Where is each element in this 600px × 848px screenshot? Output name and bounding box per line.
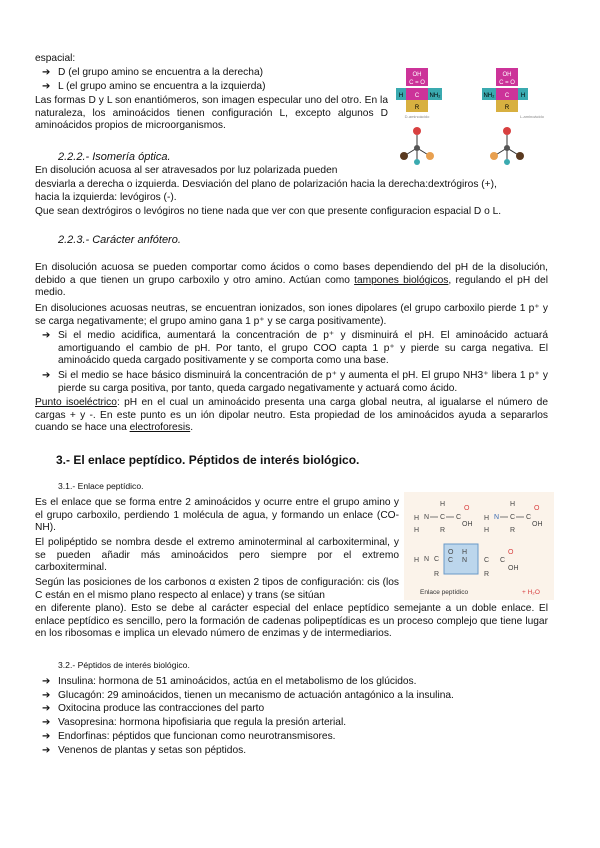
acid-medium-bullet: Si el medio acidifica, aumentará la concentración de p⁺ y disminuirá el pH. El aminoácido actuará amortiguando el cambio de pH. Por tanto, el grupo COO capta 1 p⁺ y pierde su carga negativa. El aminoácido queda cargado positivamente y se comporta como una base. [58, 330, 548, 367]
bullet-l: L (el grupo amino se encuentra a la izquierda) [58, 81, 266, 92]
peptide-item: Endorfinas: péptidos que funcionan como neurotransmisores. [58, 731, 336, 742]
peptide-item: Venenos de plantas y setas son péptidos. [58, 745, 247, 756]
svg-text:H: H [462, 549, 468, 556]
svg-text:C: C [510, 514, 516, 521]
oh-label: OH [412, 72, 422, 78]
svg-text:N: N [494, 514, 500, 521]
peptide-item: Insulina: hormona de 51 aminoácidos, actúa en el metabolismo de los glúcidos. [58, 676, 417, 687]
h-label: H [398, 93, 404, 99]
isomeria-line-1: En disolución acuosa al ser atravesados por luz polarizada pueden [35, 165, 338, 176]
peptide-bond-caption: Enlace peptídico [420, 589, 469, 596]
anfotero-paragraph-1: En disolución acuosa se pueden comportar como ácidos o como bases dependiendo del pH de la disolución, debido a que tienen un grupo carboxilo y otro amino. Actúan como tampones biológicos, regulando el pH del medio. [35, 262, 548, 299]
punto-isoelectrico-term: Punto isoeléctrico [35, 397, 117, 408]
peptide-item: Oxitocina produce las contracciones del parto [58, 703, 265, 714]
right-arrow-icon: ➔ [42, 745, 51, 756]
basic-medium-bullet: Si el medio se hace básico disminuirá la concentración de p⁺ y aumenta el pH. El grupo NH3⁺ libera 1 p⁺ y pierde su carga positiva, por tanto, queda cargado negativamente y actuará como ácido. [58, 370, 548, 394]
co-label: C = O [409, 80, 425, 86]
anfotero-paragraph-2: En disoluciones acuosas neutras, se encuentran ionizados, son iones dipolares (el grupo carboxilo pierde 1 p⁺ y se carga negativamente; el grupo amino gana 1 p⁺ y se carga positivamente). [35, 303, 548, 327]
svg-text:C: C [500, 557, 506, 564]
enantiomers-paragraph: Las formas D y L son enantiómeros, son imagen especular uno del otro. En la naturaleza, los aminoácidos tienen configuración L, excepto algunos D aminoácidos propios de microorganismos. [35, 95, 388, 132]
l-caption: L-aminoácido [519, 114, 545, 119]
bullet-d: D (el grupo amino se encuentra a la derecha) [58, 67, 263, 78]
svg-text:C: C [484, 557, 490, 564]
svg-text:N: N [424, 514, 430, 521]
enlace-paragraph-b: El polipéptido se nombra desde el extremo aminoterminal al carboxiterminal, y se pueden añadir más aminoácidos pero siempre por el extremo carboxiterminal. [35, 537, 399, 574]
right-arrow-icon: ➔ [42, 676, 51, 687]
svg-text:OH: OH [508, 565, 519, 572]
d-caption: D-aminoácido [404, 114, 430, 119]
right-arrow-icon: ➔ [42, 81, 51, 92]
svg-text:H: H [440, 501, 446, 508]
svg-text:H: H [414, 515, 420, 522]
electroforesis-link[interactable]: electroforesis [129, 422, 191, 434]
svg-text:H: H [510, 501, 516, 508]
isomeria-line-2: desviarla a derecha o izquierda. Desviación del plano de polarización hacia la derecha:dextrógiros (+), [35, 179, 497, 190]
right-arrow-icon: ➔ [42, 703, 51, 714]
r-label: R [414, 105, 420, 111]
enlace-paragraph-a: Es el enlace que se forma entre 2 aminoácidos y ocurre entre el grupo amino y el grupo carboxilo, perdiendo 1 molécula de agua, y formando un enlace (CO-NH). [35, 497, 399, 534]
svg-text:N: N [424, 556, 430, 563]
section-3-heading: 3.- El enlace peptídico. Péptidos de interés biológico. [56, 453, 360, 467]
right-arrow-icon: ➔ [42, 690, 51, 701]
enlace-paragraph-d: en diferente plano). Esto se debe al carácter especial del enlace peptídico semejante a un doble enlace. El enlace peptídico es sencillo, pero la formación de cadenas polipeptídicas es un proceso complejo que tiene lugar en los ribosomas e implica un elevado número de enzimas y de intermediarios. [35, 603, 548, 640]
isomeria-line-3: hacia la izquierda: levógiros (-). [35, 192, 177, 203]
tampones-link[interactable]: tampones biológicos [354, 274, 449, 286]
co-label: C = O [499, 80, 515, 86]
svg-text:O: O [534, 505, 540, 512]
svg-text:H: H [414, 527, 420, 534]
heading-isomeria-optica: 2.2.2.- Isomería óptica. [58, 151, 171, 163]
svg-text:R: R [440, 527, 446, 534]
isoelectric-paragraph: Punto isoeléctrico: pH en el cual un aminoácido presenta una carga global neutra, al igualarse el número de cargas + y -. En este punto es un ión dipolar neutro. Esta propiedad de los aminoácidos ayuda a separarlos cuando se hace una electroforesis. [35, 397, 548, 434]
svg-text:OH: OH [462, 521, 473, 528]
nh2-label: NH₂ [483, 93, 495, 99]
right-arrow-icon: ➔ [42, 330, 51, 341]
enlace-paragraph-c: Según las posiciones de los carbonos α existen 2 tipos de configuración: cis (los C están en el mismo plano respecto al enlace) y trans (se sitúan [35, 577, 399, 601]
right-arrow-icon: ➔ [42, 717, 51, 728]
r-label: R [504, 105, 510, 111]
right-arrow-icon: ➔ [42, 731, 51, 742]
oh-label: OH [502, 72, 512, 78]
subheading-enlace-peptidico: 3.1.- Enlace peptídico. [58, 481, 144, 491]
svg-text:C: C [526, 514, 532, 521]
c-label: C [504, 93, 510, 99]
svg-text:H: H [414, 557, 420, 564]
svg-text:C: C [434, 556, 440, 563]
peptide-bond-figure [404, 492, 554, 600]
peptide-item: Glucagón: 29 aminoácidos, tienen un mecanismo de actuación antagónico a la insulina. [58, 690, 454, 701]
svg-text:C: C [440, 514, 446, 521]
right-arrow-icon: ➔ [42, 370, 51, 381]
svg-text:C: C [456, 514, 462, 521]
heading-caracter-anfotero: 2.2.3.- Carácter anfótero. [58, 234, 181, 246]
svg-text:O: O [448, 549, 454, 556]
svg-text:OH: OH [532, 521, 543, 528]
svg-text:R: R [510, 527, 516, 534]
svg-text:C: C [448, 557, 454, 564]
right-arrow-icon: ➔ [42, 67, 51, 78]
svg-text:N: N [462, 557, 468, 564]
d-l-aminoacid-figure [392, 58, 562, 170]
svg-text:H: H [484, 515, 490, 522]
svg-text:R: R [484, 571, 490, 578]
h-label: H [520, 93, 526, 99]
svg-text:R: R [434, 571, 440, 578]
nh2-label: NH₂ [429, 93, 441, 99]
subheading-peptidos: 3.2.- Péptidos de interés biológico. [58, 660, 190, 670]
svg-text:O: O [464, 505, 470, 512]
svg-text:O: O [508, 549, 514, 556]
isomeria-line-4: Que sean dextrógiros o levógiros no tiene nada que ver con que presente configuracion espacial D o L. [35, 206, 502, 217]
peptide-item: Vasopresina: hormona hipofisiaria que regula la presión arterial. [58, 717, 347, 728]
water-label: + H₂O [522, 589, 540, 596]
c-label: C [414, 93, 420, 99]
intro-line: espacial: [35, 53, 76, 64]
svg-text:H: H [484, 527, 490, 534]
